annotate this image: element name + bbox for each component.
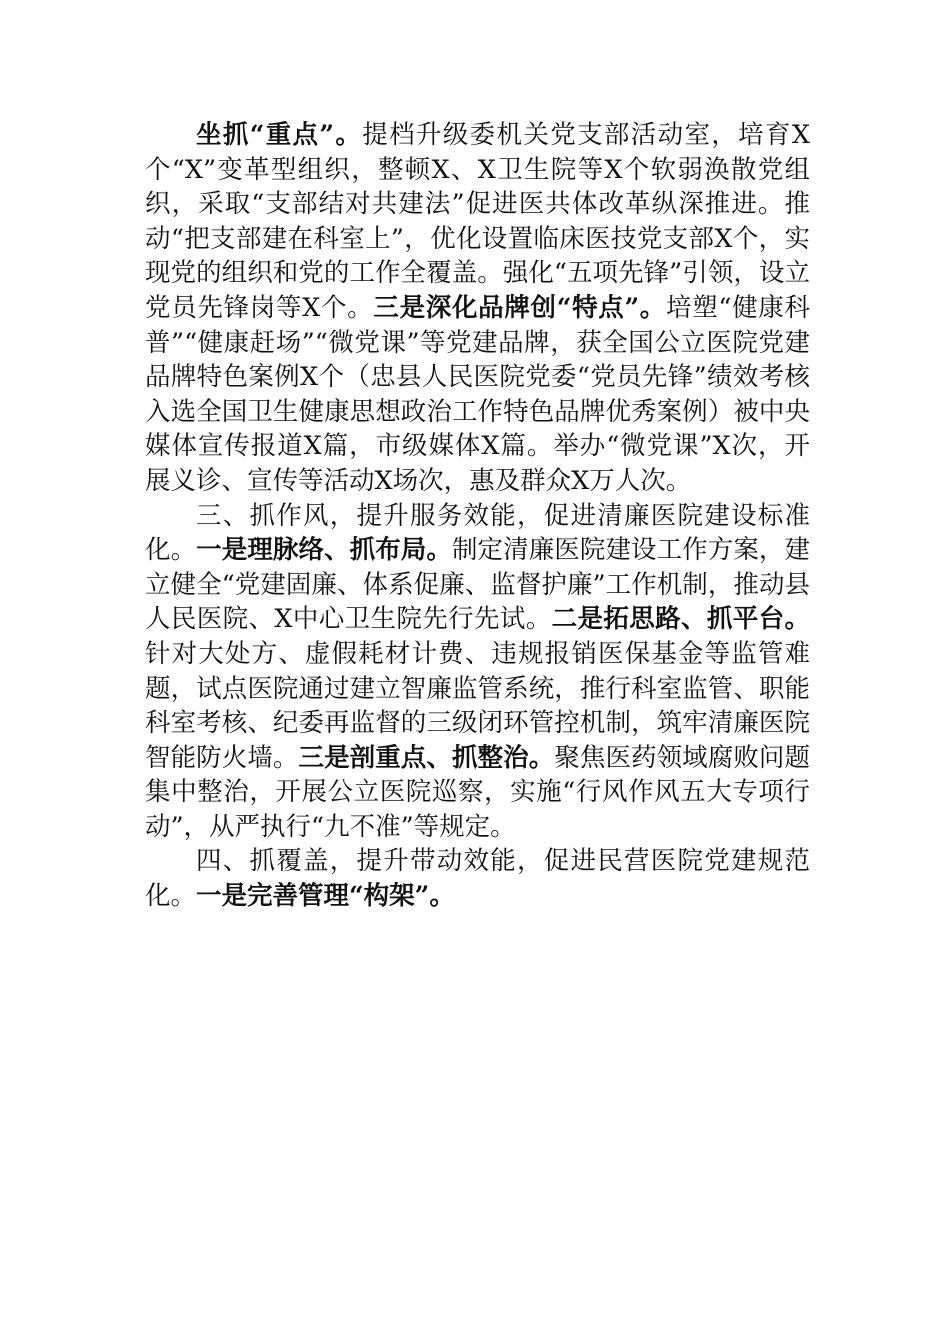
bold-heading-framework: 一是完善管理“构架”。 bbox=[196, 881, 455, 912]
section-heading-work-style: 三、抓作风，提升服务效能，促进清廉医院建设标准化。 bbox=[145, 500, 810, 566]
bold-heading-brand-features: 三是深化品牌创“特点”。 bbox=[373, 292, 666, 323]
paragraph-clean-hospital bbox=[145, 499, 810, 845]
bold-heading-layout: 一是理脉络、抓布局。 bbox=[196, 535, 452, 566]
paragraph-party-organization bbox=[145, 118, 810, 499]
bold-heading-rectification: 三是剖重点、抓整治。 bbox=[298, 742, 555, 773]
bold-heading-key-points: 坐抓“重点”。 bbox=[196, 120, 363, 150]
document-body bbox=[145, 118, 810, 914]
body-text: 聚焦医药领域腐败问题集中整治，开展公立医院巡察，实施“行风作风五大专项行动”，从严执行“九不准”等规定。 bbox=[145, 742, 810, 842]
body-text: 提档升级委机关党支部活动室，培育X个“X”变革型组织，整顿X、X卫生院等X个软弱涣散党组织，采取“支部结对共建法”促进医共体改革纵深推进。推动“把支部建在科室上”，优化设置临床医技党支部X个，实现党的组织和党的工作全覆盖。强化“五项先锋”引领，设立党员先锋岗等X个。 bbox=[145, 120, 811, 323]
body-text: 制定清廉医院建设工作方案，建立健全“党建固廉、体系促廉、监督护廉”工作机制，推动县人民医院、X中心卫生院先行先试。 bbox=[145, 535, 810, 635]
section-heading-coverage: 四、抓覆盖，提升带动效能，促进民营医院党建规范化。 bbox=[145, 846, 810, 912]
body-text: 培塑“健康科普”“健康赶场”“微党课”等党建品牌，获全国公立医院党建品牌特色案例X个（忠县人民医院党委“党员先锋”绩效考核入选全国卫生健康思想政治工作特色品牌优秀案例）被中央媒体宣传报道X篇，市级媒体X篇。举办“微党课”X次，开展义诊、宣传等活动X场次，惠及群众X万人次。 bbox=[145, 292, 810, 496]
bold-heading-platform: 二是拓思路、抓平台。 bbox=[551, 604, 810, 635]
body-text: 针对大处方、虚假耗材计费、违规报销医保基金等监管难题，试点医院通过建立智廉监管系统，推行科室监管、职能科室考核、纪委再监督的三级闭环管控机制，筑牢清廉医院智能防火墙。 bbox=[145, 638, 810, 773]
paragraph-private-hospitals bbox=[145, 844, 810, 913]
